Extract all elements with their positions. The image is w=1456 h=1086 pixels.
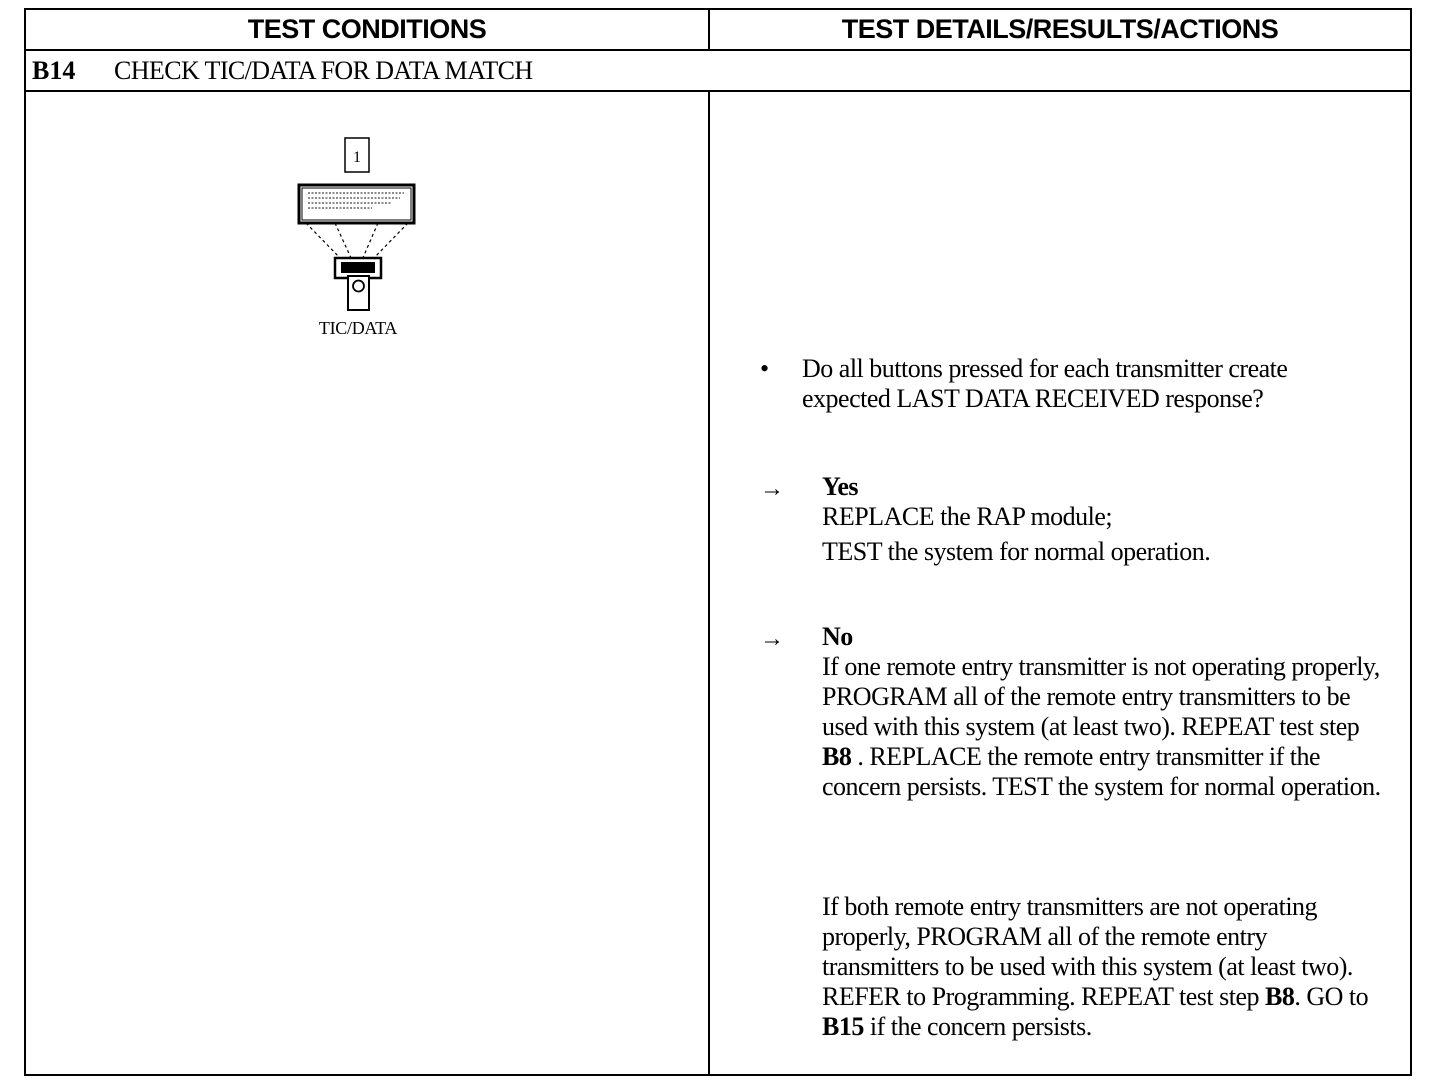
- step-ref-b8: B8: [822, 742, 852, 771]
- question-text: Do all buttons pressed for each transmitter create expected LAST DATA RECEIVED response?: [802, 354, 1288, 413]
- yes-title: Yes: [822, 472, 859, 501]
- yes-action-line-1: REPLACE the RAP module;: [822, 502, 1113, 531]
- tic-data-diagram: [292, 122, 432, 322]
- table-header-row: [26, 10, 1410, 51]
- no-p2-text-c: if the concern persists.: [863, 1012, 1092, 1041]
- test-conditions-header: TEST CONDITIONS: [26, 10, 710, 49]
- callout-number: 1: [353, 149, 361, 166]
- yes-arrow-icon: →: [760, 476, 784, 502]
- no-p1-text-a: If one remote entry transmitter is not operating properly, PROGRAM all of the remote entry transmitters to be used with this system (at least two). REPEAT test step: [822, 652, 1380, 741]
- test-details-header: TEST DETAILS/RESULTS/ACTIONS: [841, 14, 1279, 44]
- column-divider: [708, 92, 710, 1076]
- bullet-icon: •: [760, 354, 769, 383]
- step-ref-b15: B15: [822, 1012, 864, 1041]
- no-p1-text-b: . REPLACE the remote entry transmitter if the concern persists. TEST the system for normal operation.: [822, 742, 1381, 801]
- no-arrow-icon: →: [760, 626, 784, 652]
- step-title: CHECK TIC/DATA FOR DATA MATCH: [114, 56, 533, 85]
- yes-action: [822, 502, 1382, 567]
- tic-connector-icon: [353, 281, 364, 292]
- step-ref-b8-2: B8: [1264, 982, 1295, 1011]
- no-title: No: [822, 622, 853, 651]
- step-title-row: [26, 51, 1410, 92]
- tic-clip-jaw: [341, 262, 375, 273]
- no-p2-text-b: . GO to: [1294, 982, 1369, 1011]
- no-p2-text-a: If both remote entry transmitters are not operating properly, PROGRAM all of the remote entry transmitters to be used with this system (at least two). REFER to Programming. REPEAT test step: [822, 892, 1353, 1011]
- step-id: B14: [32, 56, 76, 85]
- yes-action-line-2: TEST the system for normal operation.: [822, 537, 1211, 566]
- no-paragraph-2: [822, 892, 1382, 1042]
- diagram-label: TIC/DATA: [318, 318, 398, 338]
- no-paragraph-1: [822, 652, 1382, 802]
